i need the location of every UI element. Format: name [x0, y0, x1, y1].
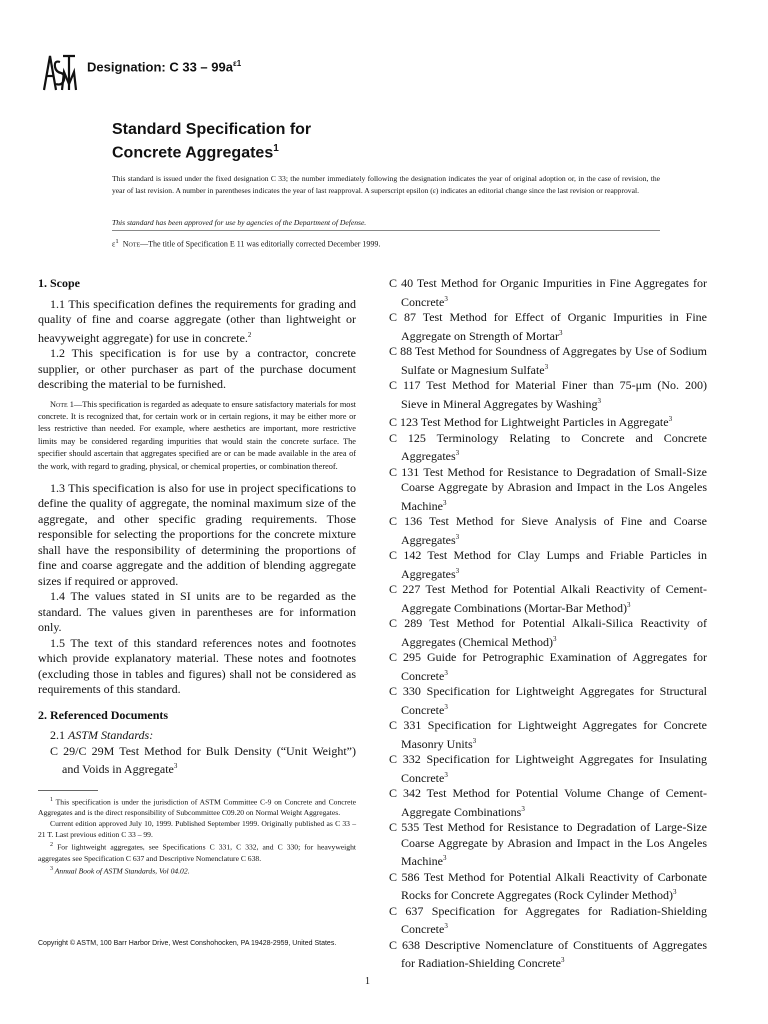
reference-footnote-ref: 3: [444, 702, 448, 711]
reference-text: C 332 Specification for Lightweight Aggregates for Insulating Concrete: [389, 752, 707, 785]
reference-text: C 136 Test Method for Sieve Analysis of Fine and Coarse Aggregates: [389, 514, 707, 547]
title-line-1: Standard Specification for: [112, 121, 312, 138]
designation-text: Designation: C 33 – 99a: [87, 59, 233, 75]
reference-footnote-ref: 3: [444, 922, 448, 930]
dod-approval-note: This standard has been approved for use by agencies of the Department of Defense.: [112, 218, 367, 227]
reference-text: C 88 Test Method for Soundness of Aggregates by Use of Sodium Sulfate or Magnesium Sulfate: [389, 344, 707, 377]
reference-footnote-ref: 3: [444, 668, 448, 677]
reference-footnote-ref: 3: [597, 396, 601, 405]
reference-footnote-ref: 3: [442, 498, 447, 507]
reference-text: C 289 Test Method for Potential Alkali-Silica Reactivity of Aggregates (Chemical Method): [389, 616, 707, 649]
reference-text: C 586 Test Method for Potential Alkali Reactivity of Carbonate Rocks for Concrete Aggregates (Rock Cylinder Method): [389, 869, 707, 902]
subsection-number: 2.1: [50, 728, 65, 743]
scope-note-1: [38, 399, 356, 473]
referenced-documents-heading: 2. Referenced Documents: [38, 707, 169, 722]
reference-item: [50, 744, 356, 778]
astm-standards-label: ASTM Standards:: [68, 728, 154, 743]
reference-item: [389, 684, 707, 718]
reference-text: C 131 Test Method for Resistance to Degradation of Small-Size Coarse Aggregate by Abrasion and Impact in the Los Angeles Machine: [389, 464, 707, 513]
reference-item: [389, 412, 707, 431]
reference-item: [389, 431, 707, 465]
reference-text: C 637 Specification for Aggregates for Radiation-Shielding Concrete: [389, 903, 707, 936]
page-number: 1: [365, 976, 370, 987]
reference-text: C 342 Test Method for Potential Volume Change of Cement-Aggregate Combinations: [389, 786, 707, 819]
reference-footnote-ref: 3: [455, 449, 460, 457]
astm-standards-subheading: [38, 728, 356, 744]
scope-paragraph-1-3: 1.3 This specification is also for use in project specifications to define the quality of aggregate, the nominal maximum size of the aggregate, and other specific grading requirements. Those responsible for selecting the proportions for the concrete mixture shall have the responsibility of determining the proportions of fine and coarse aggregate and the addition of blending aggregate sizes if required or approved.: [38, 480, 356, 588]
reference-text: C 117 Test Method for Material Finer than 75-μm (No. 200) Sieve in Mineral Aggregates by Washing: [389, 378, 707, 411]
document-title: [112, 120, 311, 162]
reference-text: C 227 Test Method for Potential Alkali Reactivity of Cement-Aggregate Combinations (Mortar-Bar Method): [389, 582, 707, 615]
reference-text: C 29/C 29M Test Method for Bulk Density (“Unit Weight”) and Voids in Aggregate: [50, 743, 356, 777]
reference-text: C 295 Guide for Petrographic Examination of Aggregates for Concrete: [389, 650, 707, 683]
editorial-note-label: Note: [122, 239, 141, 249]
note-1-text: 1—This specification is regarded as adequate to ensure satisfactory materials for most concrete. It is recognized that, for certain work or in certain regions, it may be either more or less restrictive than needed. For example, where aesthetics are important, more restrictive limits may be considered regarding impurities that would stain the concrete surface. The specifier should ascertain that aggregates specified are or can be made available in the area of the work, with regard to grading, physical, or chemical properties, or combination thereof.: [38, 399, 356, 471]
reference-item: [389, 616, 707, 650]
reference-footnote-ref: 3: [521, 804, 525, 813]
copyright-notice: Copyright © ASTM, 100 Barr Harbor Drive, West Conshohocken, PA 19428-2959, United States.: [38, 940, 337, 947]
editorial-symbol: ε: [112, 239, 116, 249]
footnote-1-edition: Current edition approved July 10, 1999. Published September 1999. Originally published as C 33 – 21 T. Last previous edition C 33 – 99.: [38, 819, 356, 840]
footnote-3: [38, 864, 356, 877]
reference-item: [389, 752, 707, 786]
reference-item: [389, 650, 707, 684]
note-1-label: Note: [50, 399, 68, 409]
scope-1-1-footnote-ref: 2: [247, 330, 252, 339]
title-footnote-ref: 1: [273, 143, 279, 154]
footnote-1-number: 1: [50, 796, 53, 803]
scope-paragraph-1-5: 1.5 The text of this standard references notes and footnotes which provide explanatory material. These notes and footnotes (excluding those in tables and figures) shall not be considered as requirements of this standard.: [38, 635, 356, 697]
scope-paragraph-1-2: 1.2 This specification is for use by a contractor, concrete supplier, or other purchaser as part of the purchase document describing the material to be furnished.: [38, 346, 356, 391]
left-column: [38, 276, 356, 877]
designation-epsilon: ε1: [232, 59, 242, 68]
reference-footnote-ref: 3: [552, 634, 557, 643]
reference-footnote-ref: 3: [558, 328, 563, 337]
reference-item: [389, 548, 707, 582]
reference-item: [389, 465, 707, 515]
scope-paragraph-1-1: [38, 297, 356, 347]
footnote-2: [38, 840, 356, 864]
reference-footnote-ref: 3: [672, 888, 677, 896]
issuance-note: This standard is issued under the fixed designation C 33; the number immediately following the designation indicates the year of original adoption or, in the case of revision, the year of last revision. A number in parentheses indicates the year of last reapproval. A superscript epsilon (ε) indicates an editorial change since the last revision or reapproval.: [112, 174, 660, 195]
reference-item: [389, 344, 707, 378]
right-column: [389, 276, 707, 972]
reference-item: [389, 718, 707, 752]
reference-footnote-ref: 3: [442, 854, 447, 862]
footnote-1-text: This specification is under the jurisdiction of ASTM Committee C-9 on Concrete and Concrete Aggregates and is the direct responsibility of Subcommittee C09.20 on Normal Weight Aggregates.: [38, 797, 356, 818]
reference-text: C 330 Specification for Lightweight Aggregates for Structural Concrete: [389, 684, 707, 717]
footnote-2-text: For lightweight aggregates, see Specifications C 331, C 332, and C 330; for heavyweight aggregates see Specification C 637 and Descriptive Nomenclature C 638.: [38, 843, 356, 863]
reference-footnote-ref: 3: [627, 600, 631, 609]
reference-item: [389, 870, 707, 904]
title-line-2: Concrete Aggregates: [112, 144, 274, 162]
reference-item: [389, 938, 707, 972]
reference-footnote-ref: 3: [668, 415, 673, 423]
reference-footnote-ref: 3: [544, 362, 549, 371]
reference-text: C 123 Test Method for Lightweight Particles in Aggregate: [389, 415, 669, 429]
scope-paragraph-1-4: 1.4 The values stated in SI units are to be regarded as the standard. The values given in parentheses are for information only.: [38, 589, 356, 635]
header-divider: [112, 230, 660, 231]
footnote-1: [38, 795, 356, 819]
reference-footnote-ref: 3: [173, 762, 178, 771]
reference-item: [389, 276, 707, 310]
scope-1-1-text: 1.1 This specification defines the requirements for grading and quality of fine and coarse aggregate (other than lightweight or heavyweight aggregate) for use in concrete.: [38, 296, 356, 345]
reference-footnote-ref: 3: [455, 532, 460, 541]
reference-text: C 638 Descriptive Nomenclature of Constituents of Aggregates for Radiation-Shielding Concrete: [389, 937, 707, 970]
reference-text: C 331 Specification for Lightweight Aggregates for Concrete Masonry Units: [389, 718, 707, 751]
footnote-rule: [38, 790, 98, 791]
footnote-3-text: Annual Book of ASTM Standards, Vol 04.02.: [53, 866, 190, 876]
editorial-note-text: —The title of Specification E 11 was editorially corrected December 1999.: [140, 239, 381, 249]
reference-text: C 87 Test Method for Effect of Organic Impurities in Fine Aggregate on Strength of Mortar: [389, 310, 707, 343]
reference-text: C 125 Terminology Relating to Concrete and Concrete Aggregates: [389, 430, 707, 463]
scope-heading: 1. Scope: [38, 276, 80, 290]
reference-item: [389, 786, 707, 820]
reference-footnote-ref: 3: [444, 294, 448, 303]
reference-item: [389, 378, 707, 412]
reference-item: [389, 582, 707, 616]
reference-text: C 40 Test Method for Organic Impurities in Fine Aggregates for Concrete: [389, 276, 707, 309]
reference-text: C 142 Test Method for Clay Lumps and Friable Particles in Aggregates: [389, 548, 707, 581]
editorial-note: [112, 238, 660, 249]
reference-footnote-ref: 3: [560, 956, 565, 964]
reference-item: [389, 820, 707, 870]
editorial-sup: 1: [115, 238, 119, 245]
designation: [87, 59, 241, 74]
reference-footnote-ref: 3: [472, 736, 477, 745]
reference-item: [389, 904, 707, 938]
footnote-3-number: 3: [50, 866, 53, 872]
reference-text: C 535 Test Method for Resistance to Degradation of Large-Size Coarse Aggregate by Abrasion and Impact in the Los Angeles Machine: [389, 820, 707, 868]
reference-footnote-ref: 3: [444, 770, 448, 779]
reference-item: [389, 310, 707, 344]
astm-logo: [40, 50, 78, 94]
reference-footnote-ref: 3: [455, 566, 460, 575]
reference-item: [389, 514, 707, 548]
footnote-2-number: 2: [50, 842, 53, 849]
